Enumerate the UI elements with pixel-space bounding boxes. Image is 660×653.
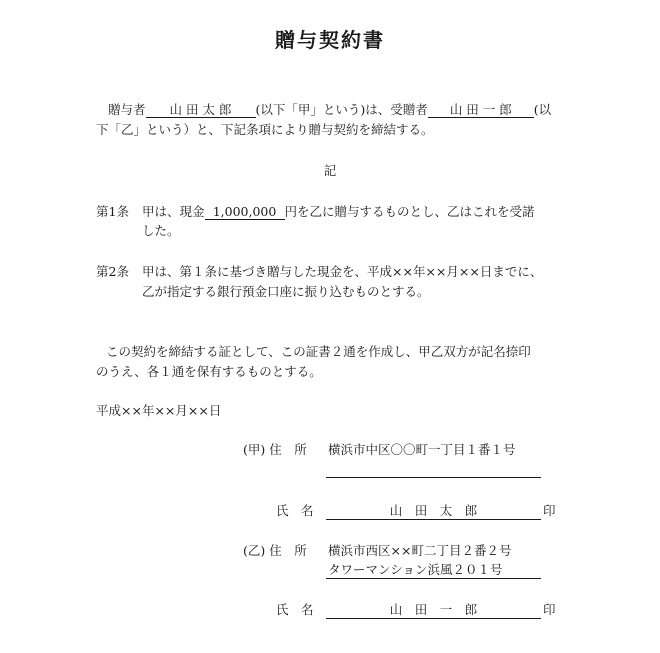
gift-amount: 1,000,000: [205, 204, 285, 220]
donee-name: 山 田 一 郎: [428, 102, 534, 118]
closing-line-1: この契約を締結する証として、この証書２通を作成し、甲乙双方が記名捺印: [106, 344, 531, 359]
contract-date: 平成××年××月××日: [96, 403, 222, 418]
party-a-address-label: (甲) 住 所: [243, 442, 307, 457]
article-1-text-a: 甲は、現金: [142, 204, 205, 219]
party-b-address-underline: [326, 578, 541, 579]
article-1-line-1: [142, 203, 535, 221]
party-b-address-line-1: 横浜市西区××町二丁目２番２号: [328, 543, 512, 558]
party-b-address-line-2: タワーマンション浜風２０１号: [328, 562, 503, 577]
article-2-line-1: 甲は、第１条に基づき贈与した現金を、平成××年××月××日までに、: [142, 264, 543, 279]
party-a-seal: 印: [543, 503, 556, 518]
party-a-address: 横浜市中区〇〇町一丁目１番１号: [328, 442, 516, 457]
intro-middle-text: (以下「甲」という)は、受贈者: [255, 102, 428, 117]
article-1-text-b: 円を乙に贈与するものとし、乙はこれを受諾: [284, 204, 535, 219]
party-a-name: 山 田 太 郎: [389, 503, 478, 518]
party-b-name-label: 氏 名: [276, 602, 314, 617]
intro-line1-end: (以: [533, 102, 552, 117]
party-a-name-label: 氏 名: [276, 503, 314, 518]
intro-line-2: 下「乙」という）と、下記条項により贈与契約を締結する。: [96, 122, 434, 137]
article-1-label: 第1条: [96, 204, 129, 219]
document-title: 贈与契約書: [275, 28, 385, 52]
donor-name: 山 田 太 郎: [146, 102, 256, 118]
ki-heading: 記: [323, 163, 337, 178]
closing-line-2: のうえ、各１通を保有するものとする。: [96, 364, 322, 379]
party-b-address-label: (乙) 住 所: [243, 543, 307, 558]
party-a-name-underline: [326, 519, 541, 520]
article-2-line-2: 乙が指定する銀行預金口座に振り込むものとする。: [142, 284, 430, 299]
party-b-seal: 印: [543, 602, 556, 617]
party-b-name-underline: [326, 618, 541, 619]
intro-donor-label: 贈与者: [108, 102, 146, 117]
party-a-address-underline: [326, 477, 541, 478]
intro-line-1: [108, 101, 551, 119]
article-1-line-2: した。: [142, 223, 180, 238]
party-b-name: 山 田 一 郎: [389, 602, 478, 617]
article-2-label: 第2条: [96, 264, 129, 279]
